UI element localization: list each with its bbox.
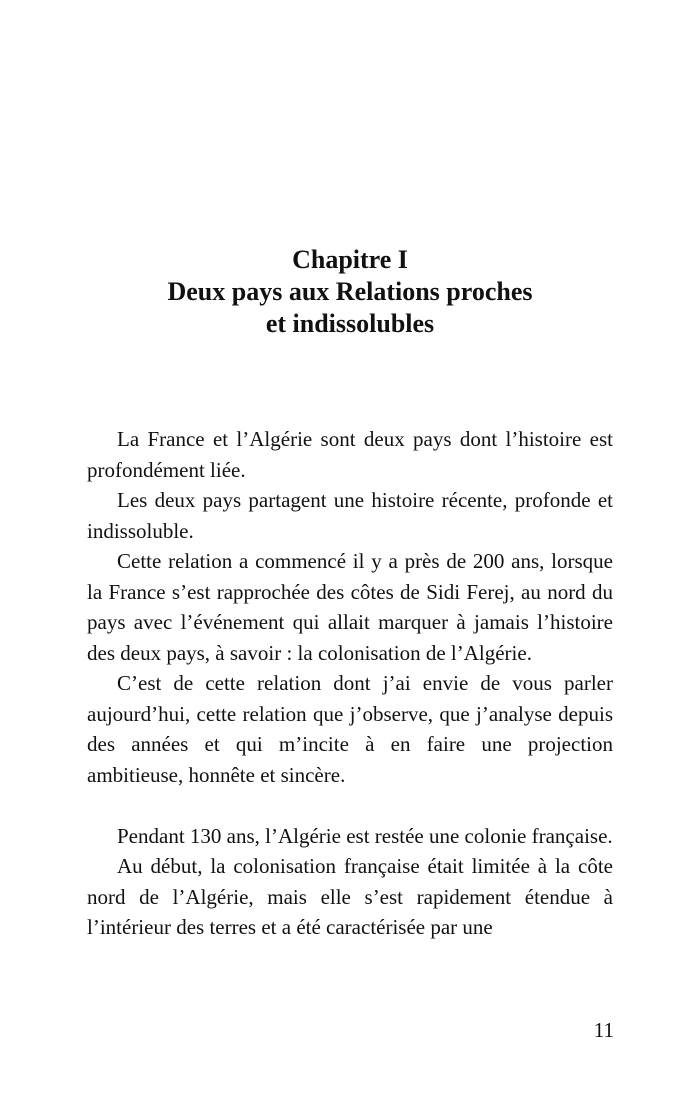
chapter-title-line-2: et indissolubles (265, 309, 435, 338)
page-number: 11 (593, 1018, 614, 1042)
paragraph: C’est de cette relation dont j’ai envie de vous parler aujourd’hui, cette relation que j’observe, que j’analyse depuis des années et qui m’incite à en faire une projection ambitieuse, honnête et sincère. (87, 671, 613, 787)
chapter-number: Chapitre I (292, 245, 408, 274)
paragraph: Les deux pays partagent une histoire récente, profonde et indissoluble. (87, 488, 613, 543)
body-text (87, 424, 613, 943)
paragraph: La France et l’Algérie sont deux pays dont l’histoire est profondément liée. (87, 427, 613, 482)
paragraph: Cette relation a commencé il y a près de 200 ans, lorsque la France s’est rapprochée des côtes de Sidi Ferej, au nord du pays avec l’événement qui allait marquer à jamais l’histoire des deux pays, à savoir : la colonisation de l’Algérie. (87, 549, 613, 665)
paragraph: Pendant 130 ans, l’Algérie est restée une colonie française. (117, 823, 613, 848)
chapter-heading (0, 244, 700, 340)
paragraph: Au début, la colonisation française était limitée à la côte nord de l’Algérie, mais elle s’est rapidement étendue à l’intérieur des terres et a été caractérisée par une (87, 854, 613, 939)
chapter-title-line-1: Deux pays aux Relations proches (167, 277, 533, 306)
